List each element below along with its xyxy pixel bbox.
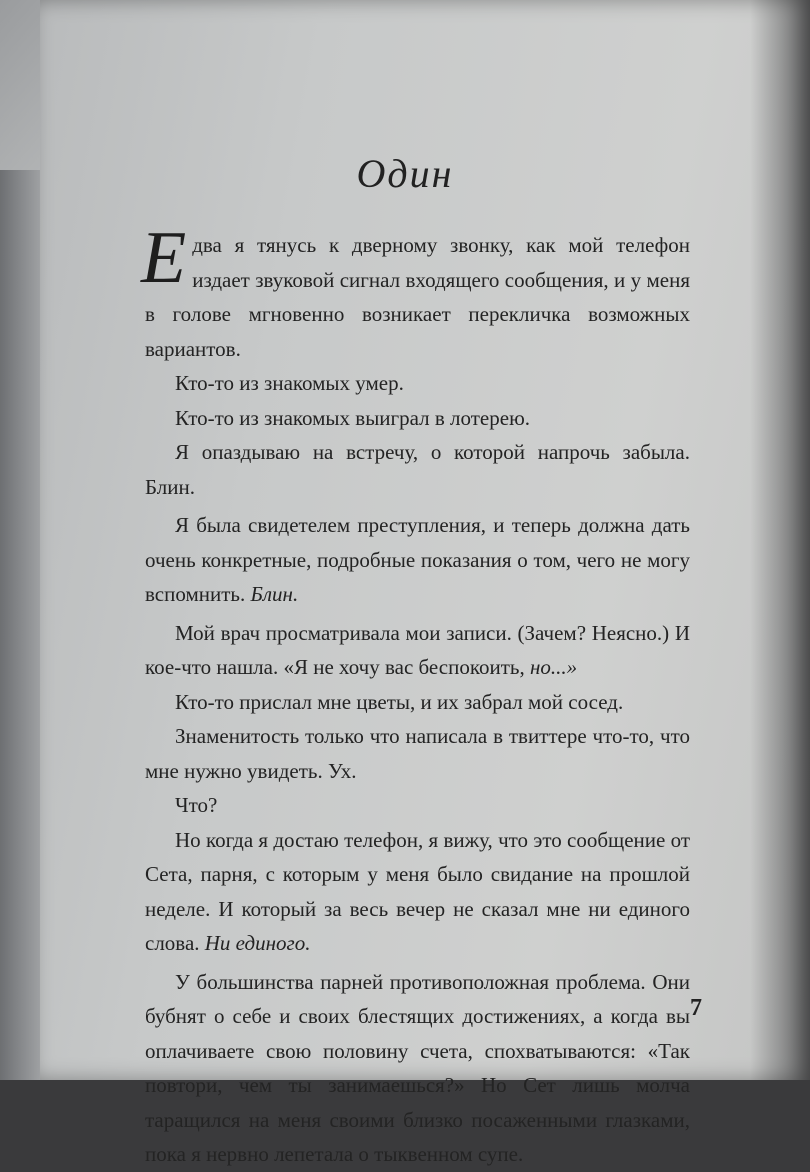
paragraph-6: Мой врач просматривала мои записи. (Зачем? Неясно.) И кое-что нашла. «Я не хочу вас беспокоить, но...» [145,620,690,679]
chapter-title: Один [356,151,454,196]
paragraph-4: Я опаздываю на встречу, о которой напрочь забыла. Блин. [145,440,690,499]
paragraph-3: Кто-то из знакомых выиграл в лотерею. [175,405,531,430]
drop-cap: Е [141,217,187,299]
paragraph-9: Что? [175,793,218,817]
italic-blin: Блин. [250,582,299,606]
paragraph-1: Едва я тянусь к дверному звонку, как мой телефон издает звуковой сигнал входящего сообщения, и у меня в голове мгновенно возникает перекличка возможных вариантов. [141,217,690,361]
paragraph-7: Кто-то прислал мне цветы, и их забрал мой сосед. [175,689,624,714]
chapter-text [141,217,690,1172]
paragraph-11: У большинства парней противоположная проблема. Они бубнят о себе и своих блестящих достижениях, а когда вы оплачиваете свою половину счета, спохватываются: «Так повтори, чем ты занимаешься?» Но Сет лишь молча таращился на меня своими близко посаженными глазками, пока я нервно лепетала о тыквенном супе. [145,969,690,1166]
paragraph-8: Знаменитость только что написала в твиттере что-то, что мне нужно увидеть. Ух. [145,724,690,783]
page-number: 7 [690,995,702,1021]
italic-no: но...» [529,655,578,679]
italic-ni-edinogo: Ни единого. [204,931,311,955]
paragraph-5: Я была свидетелем преступления, и теперь должна дать очень конкретные, подробные показания о том, чего не могу вспомнить. Блин. [145,513,690,606]
paragraph-2: Кто-то из знакомых умер. [175,371,404,395]
paragraph-10: Но когда я достаю телефон, я вижу, что это сообщение от Сета, парня, с которым у меня было свидание на прошлой неделе. И который за весь вечер не сказал мне ни единого слова. Ни единого. [145,827,690,955]
